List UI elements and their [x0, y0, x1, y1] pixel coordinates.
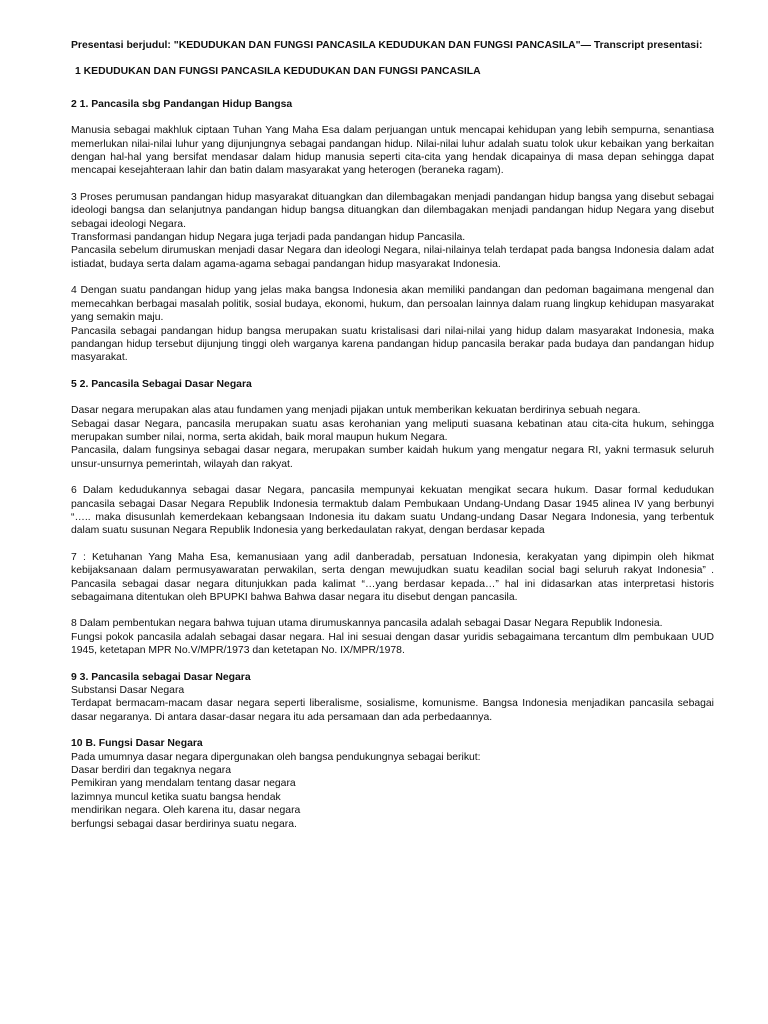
slide-2-heading: 2 1. Pancasila sbg Pandangan Hidup Bangsa — [71, 98, 293, 110]
presentation-intro: Presentasi berjudul: "KEDUDUKAN DAN FUNGSI PANCASILA KEDUDUKAN DAN FUNGSI PANCASILA"— Transcript presentasi: — [71, 40, 703, 51]
slide-10-line-5: berfungsi sebagai dasar berdirinya suatu negara. — [71, 818, 297, 830]
slide-10-line-1: Dasar berdiri dan tegaknya negara — [71, 765, 231, 777]
slide-8-paragraph-2: Fungsi pokok pancasila adalah sebagai dasar negara. Hal ini sesuai dengan dasar yuridis sebagaimana tercantum dlm pembukaan UUD 1945, ketetapan MPR No.V/MPR/1973 dan ketetapan No. IX/MPR/1978. — [71, 631, 714, 657]
slide-7-paragraph: 7 : Ketuhanan Yang Maha Esa, kemanusiaan yang adil danberadab, persatuan Indonesia, kerakyatan yang dipimpin oleh hikmat kebijaksanaan dalam permusyawaratan perwakilan, serta dengan mewujudkan suatu keadilan social bagi seluruh rakyat Indonesia” . Pancasila sebagai dasar negara ditunjukkan pada kalimat “…yang berdasar kepada…” hal ini didasarkan atas interpretasi historis sebagaimana ditentukan oleh BPUPKI bahwa Bahwa dasar negara itu disebut dengan pancasila. — [71, 551, 714, 603]
slide-5-paragraph-3: Pancasila, dalam fungsinya sebagai dasar negara, merupakan sumber kaidah hukum yang mengatur negara RI, yakni termasuk seluruh unsur-unsurnya pemerintah, wilayah dan rakyat. — [71, 445, 714, 470]
slide-3-paragraph-1: 3 Proses perumusan pandangan hidup masyarakat dituangkan dan dilembagakan menjadi pandangan hidup bangsa yang disebut sebagai ideologi bangsa dan selanjutnya pandangan hidup bangsa dituangkan dan dilembagakan menjadi pandangan hidup Negara yang disebut sebagai ideologi Negara. — [71, 191, 714, 230]
slide-10-heading: 10 B. Fungsi Dasar Negara — [71, 738, 203, 750]
slide-5-paragraph-1: Dasar negara merupakan alas atau fundamen yang menjadi pijakan untuk memberikan kekuatan berdirinya sebuah negara. — [71, 405, 641, 417]
slide-1-title: 1 KEDUDUKAN DAN FUNGSI PANCASILA KEDUDUKAN DAN FUNGSI PANCASILA — [75, 66, 481, 78]
slide-10-paragraph: Pada umumnya dasar negara dipergunakan oleh bangsa pendukungnya sebagai berikut: — [71, 751, 481, 763]
slide-8-paragraph-1: 8 Dalam pembentukan negara bahwa tujuan utama dirumuskannya pancasila adalah sebagai Dasar Negara Republik Indonesia. — [71, 618, 663, 630]
slide-9-heading: 9 3. Pancasila sebagai Dasar Negara — [71, 671, 251, 683]
slide-2-paragraph: Manusia sebagai makhluk ciptaan Tuhan Yang Maha Esa dalam perjuangan untuk mencapai kehidupan yang lebih sempurna, senantiasa memerlukan nilai-nilai luhur yang dijunjungnya sebagai pandangan hidup. Nilai-nilai luhur adalah suatu tolok ukur kebaikan yang berkaitan dengan hal-hal yang bersifat mendasar dalam hidup manusia seperti cita-cita yang hendak dicapainya di masa depan sehingga dapat mencapai kesejahteraan lahir dan batin dalam masyarakat yang heterogen (beraneka ragam). — [71, 125, 714, 177]
slide-5-paragraph-2: Sebagai dasar Negara, pancasila merupakan suatu asas kerohanian yang meliputi suasana kebatinan atau cita-cita hukum, sehingga merupakan sumber nilai, norma, serta akidah, baik moral maupun hukum Negara. — [71, 418, 714, 443]
slide-9-paragraph: Terdapat bermacam-macam dasar negara seperti liberalisme, sosialisme, komunisme. Bangsa Indonesia menjadikan pancasila sebagai dasar negaranya. Di antara dasar-dasar negara itu ada persamaan dan ada perbedaannya. — [71, 698, 714, 723]
slide-9-subheading: Substansi Dasar Negara — [71, 685, 185, 697]
slide-4-paragraph-2: Pancasila sebagai pandangan hidup bangsa merupakan suatu kristalisasi dari nilai-nilai yang hidup dalam masyarakat Indonesia, maka pandangan hidup tersebut dijunjung tinggi oleh warganya karena pandangan hidup pancasila berakar pada budaya dan pandangan hidup masyarakat. — [71, 325, 714, 364]
slide-10-line-4: mendirikan negara. Oleh karena itu, dasar negara — [71, 805, 301, 817]
slide-3-paragraph-3: Pancasila sebelum dirumuskan menjadi dasar Negara dan ideologi Negara, nilai-nilainya telah terdapat pada bangsa Indonesia dalam adat istiadat, budaya serta dalam agama-agama sebagai pandangan hidup masyarakat Indonesia. — [71, 245, 714, 270]
slide-4-paragraph-1: 4 Dengan suatu pandangan hidup yang jelas maka bangsa Indonesia akan memiliki pandangan dan pedoman bagaimana mengenal dan memecahkan berbagai masalah politik, sosial budaya, ekonomi, hukum, dan persoalan lainnya dalam ruang lingkup kehidupan masyarakat yang semakin maju. — [71, 285, 714, 324]
slide-5-heading: 5 2. Pancasila Sebagai Dasar Negara — [71, 378, 252, 390]
document-page — [71, 39, 714, 831]
slide-3-paragraph-2: Transformasi pandangan hidup Negara juga terjadi pada pandangan hidup Pancasila. — [71, 232, 466, 244]
slide-10-line-2: Pemikiran yang mendalam tentang dasar negara — [71, 778, 296, 790]
slide-10-line-3: lazimnya muncul ketika suatu bangsa hendak — [71, 791, 281, 803]
slide-6-paragraph: 6 Dalam kedudukannya sebagai dasar Negara, pancasila mempunyai kekuatan mengikat secara hukum. Dasar formal kedudukan pancasila sebagai Dasar Negara Republik Indonesia termaktub dalam Pembukaan Undang-Undang Dasar 1945 alinea IV yang berbunyi “….. maka disusunlah kemerdekaan kebangsaan Indonesia itu dakam suatu Undang-undang Dasar Negara Indonesia, yang terbentuk dalam suatu susunan Negara Republik Indonesia yang berkedaulatan rakyat, dengan berdasar kepada — [71, 485, 714, 537]
